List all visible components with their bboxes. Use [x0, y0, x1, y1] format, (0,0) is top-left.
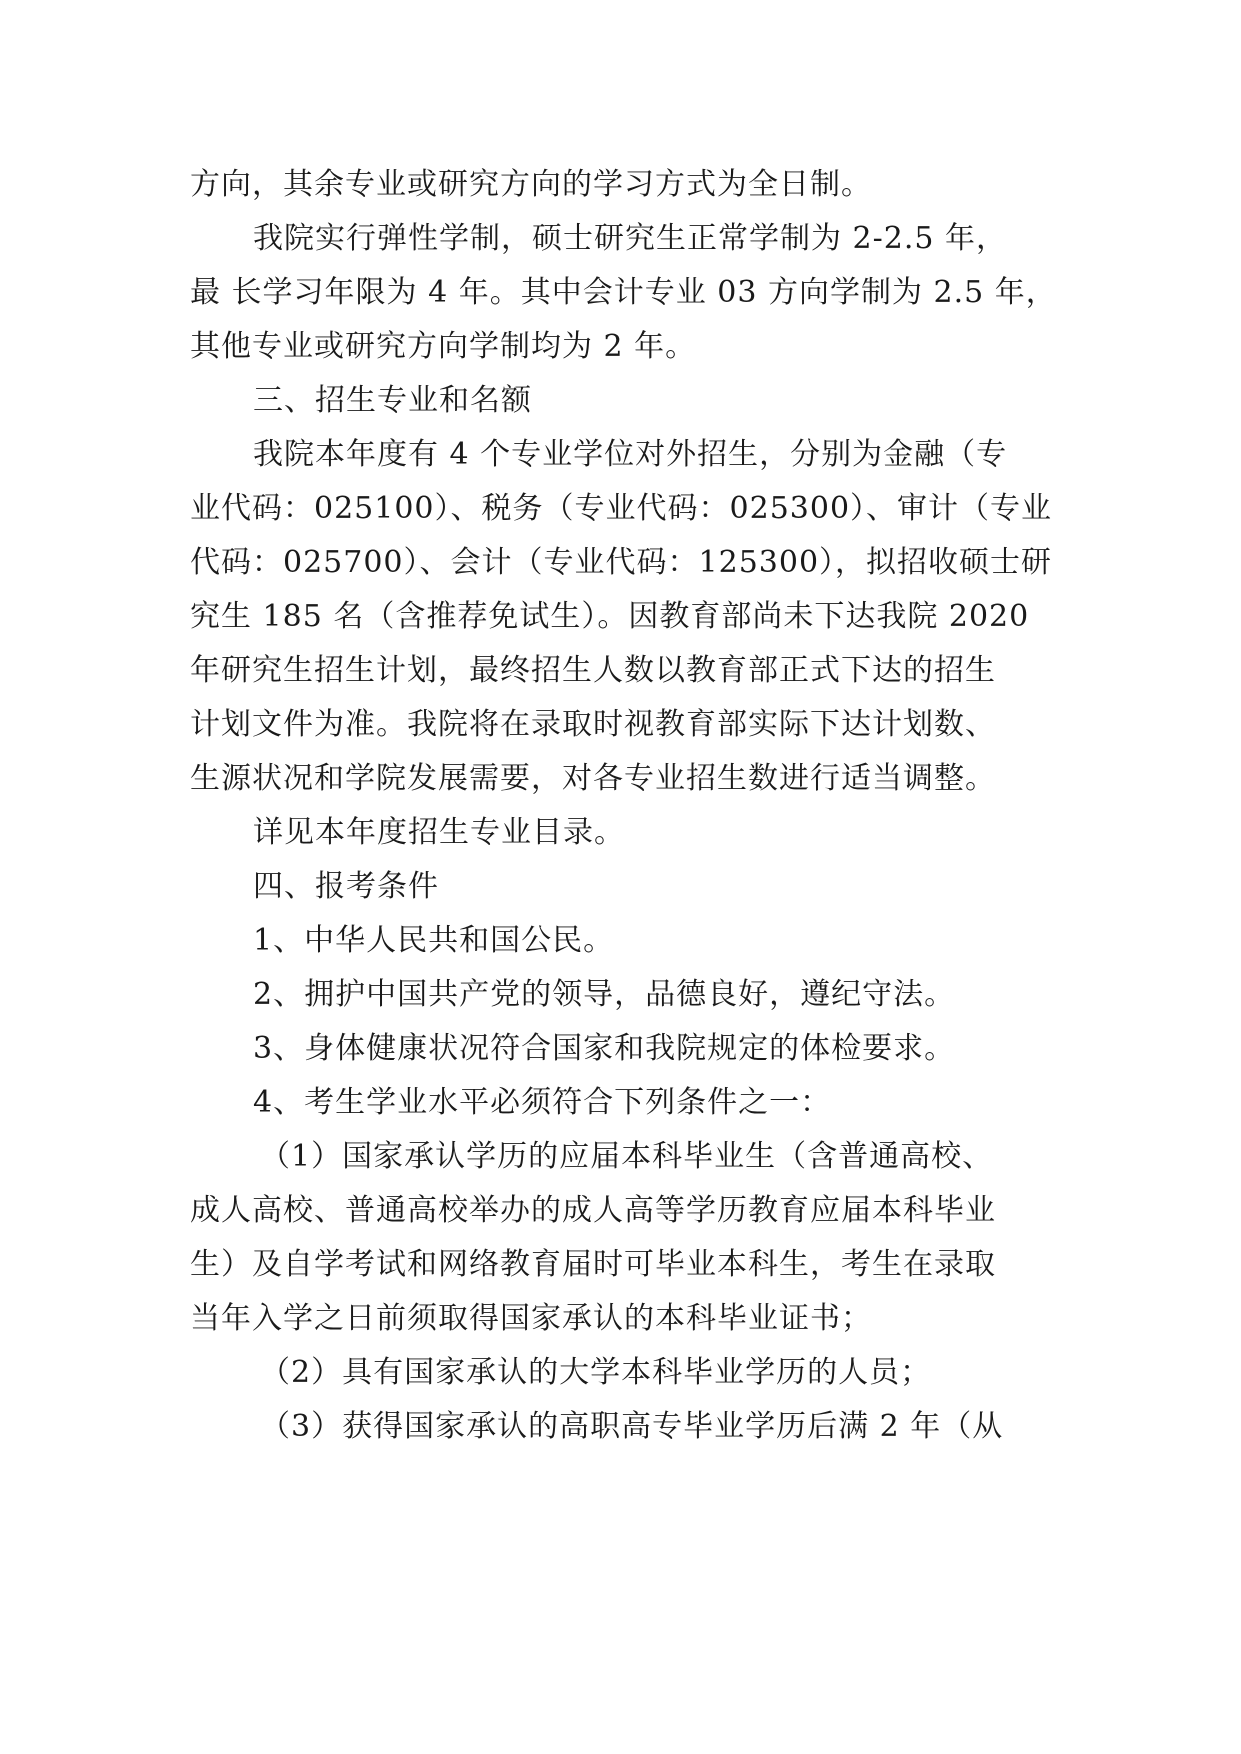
list-item: 4、考生学业水平必须符合下列条件之一： [253, 1085, 832, 1120]
text-line: 详见本年度招生专业目录。 [253, 815, 625, 850]
text-line: 成人高校、普通高校举办的成人高等学历教育应届本科毕业 [190, 1193, 996, 1228]
text-line: 年研究生招生计划，最终招生人数以教育部正式下达的招生 [190, 653, 996, 688]
list-item: 3、身体健康状况符合国家和我院规定的体检要求。 [253, 1031, 956, 1066]
text-line: 方向，其余专业或研究方向的学习方式为全日制。 [190, 167, 872, 202]
text-line: 当年入学之日前须取得国家承认的本科毕业证书； [190, 1301, 872, 1336]
list-item: （2）具有国家承认的大学本科毕业学历的人员； [260, 1355, 932, 1390]
list-item: 2、拥护中国共产党的领导，品德良好，遵纪守法。 [253, 977, 956, 1012]
list-item: （3）获得国家承认的高职高专毕业学历后满 2 年（从 [260, 1409, 1004, 1444]
list-item: （1）国家承认学历的应届本科毕业生（含普通高校、 [260, 1139, 994, 1174]
text-line: 计划文件为准。我院将在录取时视教育部实际下达计划数、 [190, 707, 996, 742]
document-body [190, 158, 1090, 1454]
text-line: 生源状况和学院发展需要，对各专业招生数进行适当调整。 [190, 761, 996, 796]
text-line: 代码：025700）、会计（专业代码：125300），拟招收硕士研 [190, 545, 1053, 580]
text-line: 生）及自学考试和网络教育届时可毕业本科生，考生在录取 [190, 1247, 996, 1282]
text-line: 我院本年度有 4 个专业学位对外招生，分别为金融（专 [253, 437, 1008, 472]
list-item: 1、中华人民共和国公民。 [253, 923, 615, 958]
text-line: 我院实行弹性学制，硕士研究生正常学制为 2-2.5 年， [253, 221, 1008, 256]
text-line: 业代码：025100）、税务（专业代码：025300）、审计（专业 [190, 491, 1053, 526]
text-line: 其他专业或研究方向学制均为 2 年。 [190, 329, 697, 364]
section-heading: 三、招生专业和名额 [253, 383, 532, 418]
text-line: 最 长学习年限为 4 年。其中会计专业 03 方向学制为 2.5 年， [190, 275, 1057, 310]
section-heading: 四、报考条件 [253, 869, 439, 904]
text-line: 究生 185 名（含推荐免试生）。因教育部尚未下达我院 2020 [190, 599, 1030, 634]
